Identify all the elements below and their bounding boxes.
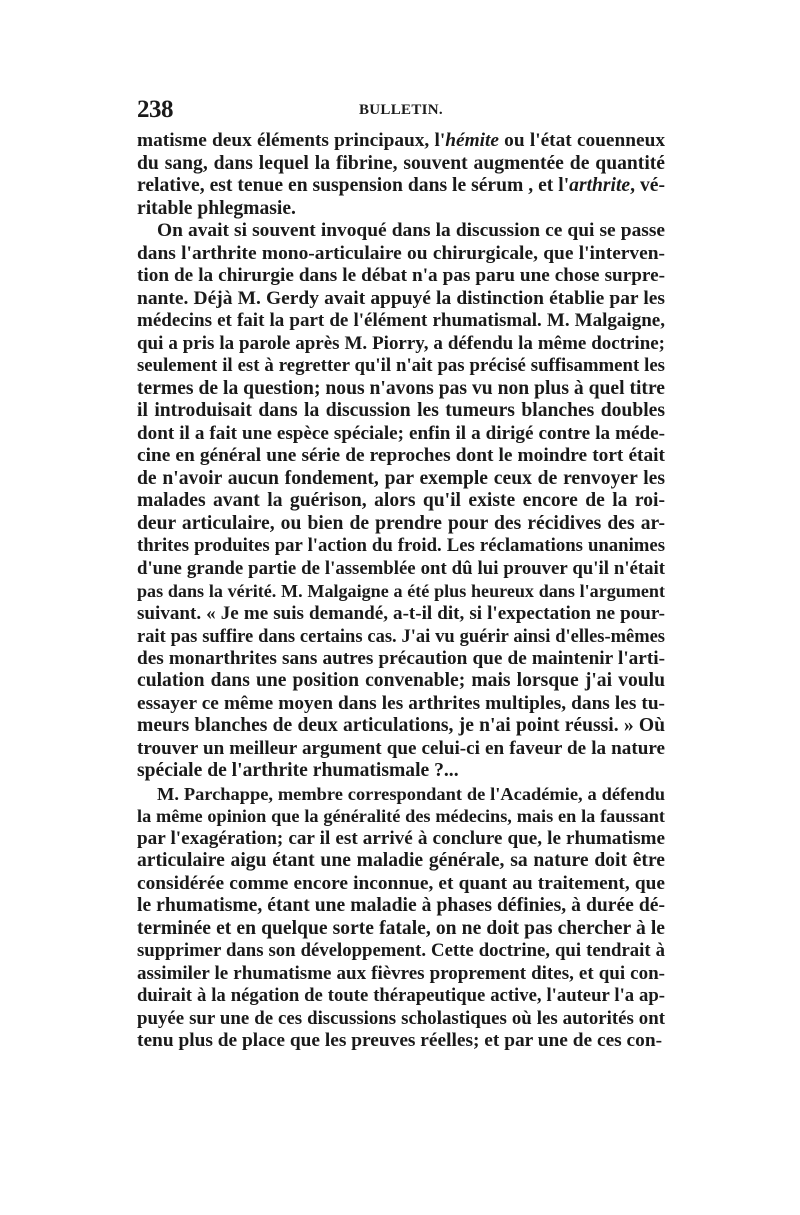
text-line: médecins et fait la part de l'élément rhumatismal. M. Malgaigne, — [137, 310, 665, 331]
text-line: spéciale de l'arthrite rhumatismale ?... — [137, 760, 459, 781]
body-text — [137, 130, 665, 1053]
text-line: terminée et en quelque sorte fatale, on ne doit pas chercher à le — [137, 917, 665, 939]
text-line: de n'avoir aucun fondement, par exemple ceux de renvoyer les — [137, 467, 665, 489]
text-line: meurs blanches de deux articulations, je n'ai point réussi. » Où — [137, 715, 665, 736]
text-line: duirait à la négation de toute thérapeutique active, l'auteur l'a ap- — [137, 985, 665, 1006]
text-line: des monarthrites sans autres précaution que de maintenir l'arti- — [137, 647, 665, 669]
text-line: On avait si souvent invoqué dans la discussion ce qui se passe — [157, 220, 665, 241]
text-line: par l'exagération; car il est arrivé à conclure que, le rhumatisme — [137, 827, 665, 849]
text-line: ritable phlegmasie. — [137, 197, 296, 219]
text-line: trouver un meilleur argument que celui-ci en faveur de la nature — [137, 737, 665, 759]
text-line: puyée sur une de ces discussions scholastiques où les autorités ont — [137, 1007, 665, 1029]
text-line: seulement il est à regretter qu'il n'ait pas précisé suffisamment les — [137, 355, 665, 376]
text-line: M. Parchappe, membre correspondant de l'Académie, a défendu — [157, 783, 665, 804]
text-line: dont il a fait une espèce spéciale; enfin il a dirigé contre la méde- — [137, 422, 665, 444]
text-line: il introduisait dans la discussion les tumeurs blanches doubles — [137, 400, 665, 421]
text-line: nante. Déjà M. Gerdy avait appuyé la distinction établie par les — [137, 287, 665, 309]
text-line: d'une grande partie de l'assemblée ont dû lui prouver qu'il n'était — [137, 557, 665, 579]
italic-term: arthrite — [569, 175, 631, 196]
text-line: rait pas suffire dans certains cas. J'ai vu guérir ainsi d'elles-mêmes — [137, 626, 665, 646]
running-head: BULLETIN. — [359, 102, 443, 118]
paragraph — [137, 220, 665, 783]
text-line: du sang, dans lequel la fibrine, souvent augmentée de quantité — [137, 152, 665, 174]
text-line: le rhumatisme, étant une maladie à phases définies, à durée dé- — [137, 895, 665, 916]
page-header — [137, 96, 665, 126]
text-line: articulaire aigu étant une maladie générale, sa nature doit être — [137, 850, 665, 871]
text-line: la même opinion que la généralité des médecins, mais en la faussant — [137, 806, 665, 826]
italic-term: hémite — [445, 130, 499, 151]
text-line: relative, est tenue en suspension dans le sérum , et l'arthrite, vé- — [137, 175, 665, 196]
text-line: tion de la chirurgie dans le débat n'a pas paru une chose surpre- — [137, 265, 665, 286]
text-line: assimiler le rhumatisme aux fièvres proprement dites, et qui con- — [137, 962, 665, 984]
text-line: thrites produites par l'action du froid. Les réclamations unanimes — [137, 535, 665, 556]
text-line: deur articulaire, ou bien de prendre pour des récidives des ar- — [137, 512, 665, 534]
text-line: matisme deux éléments principaux, l'hémite ou l'état couenneux — [137, 130, 666, 151]
text-line: dans l'arthrite mono-articulaire ou chirurgicale, que l'interven- — [137, 242, 665, 264]
text-line: qui a pris la parole après M. Piorry, a défendu la même doctrine; — [137, 332, 665, 354]
text-line: cine en général une série de reproches dont le moindre tort était — [137, 445, 665, 466]
text-line: malades avant la guérison, alors qu'il existe encore de la roi- — [137, 490, 665, 511]
page-number: 238 — [137, 96, 173, 123]
paragraph — [137, 783, 665, 1053]
text-line: culation dans une position convenable; mais lorsque j'ai voulu — [137, 670, 665, 691]
text-line: essayer ce même moyen dans les arthrites multiples, dans les tu- — [137, 692, 665, 714]
text-line: supprimer dans son développement. Cette doctrine, qui tendrait à — [137, 940, 665, 961]
text-line: considérée comme encore inconnue, et quant au traitement, que — [137, 872, 665, 894]
paragraph — [137, 130, 665, 220]
text-line: termes de la question; nous n'avons pas vu non plus à quel titre — [137, 377, 665, 399]
text-line: suivant. « Je me suis demandé, a-t-il dit, si l'expectation ne pour- — [137, 602, 665, 624]
text-line: tenu plus de place que les preuves réelles; et par une de ces con- — [137, 1030, 663, 1051]
text-line: pas dans la vérité. M. Malgaigne a été plus heureux dans l'argument — [137, 581, 665, 601]
